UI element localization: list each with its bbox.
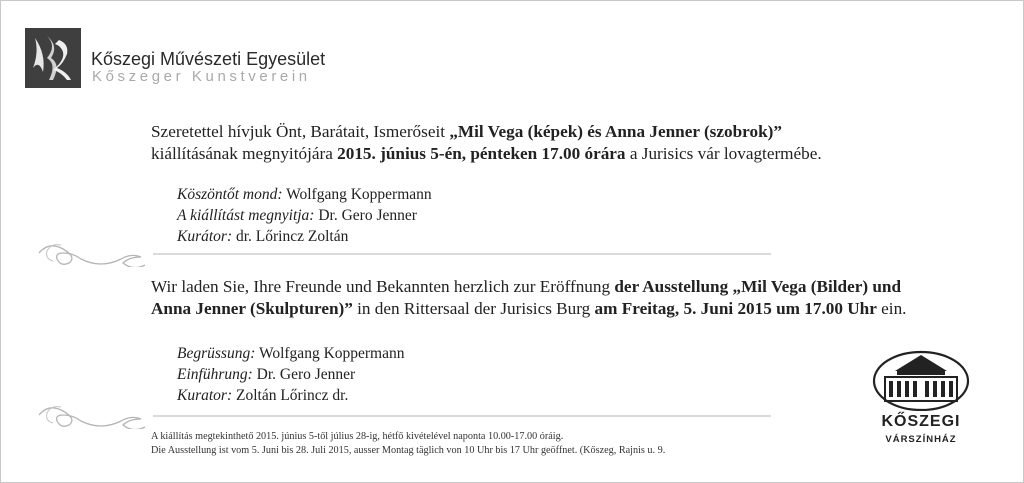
opening-hours-hu: A kiállítás megtekinthető 2015. június 5-től július 28-ig, hétfő kivételével naponta 10.00-17.00 óráig.: [151, 431, 564, 442]
role-person: Wolfgang Koppermann: [282, 186, 432, 203]
association-name-german: Kőszeger Kunstverein: [92, 68, 311, 85]
castle-theatre-logo-icon: [871, 347, 971, 411]
opening-date-de: am Freitag, 5. Juni 2015 um 17.00 Uhr: [594, 299, 877, 318]
role-person: Dr. Gero Jenner: [252, 366, 356, 383]
text-segment: a Jurisics vár lovagtermébe.: [625, 144, 822, 163]
role-person: Wolfgang Koppermann: [255, 345, 405, 362]
text-segment: kiállításának megnyitójára: [151, 144, 338, 163]
text-segment: Szeretettel hívjuk Önt, Barátait, Ismerőseit: [151, 122, 450, 141]
role-person: dr. Lőrincz Zoltán: [232, 228, 349, 245]
exhibition-title-de-cont: Anna Jenner (Skulpturen)”: [151, 299, 353, 318]
ornament-divider-icon: [33, 399, 773, 429]
exhibition-title-de: der Ausstellung „Mil Vega (Bilder) und: [614, 277, 902, 296]
association-logo-icon: [25, 28, 81, 88]
theatre-name: KŐSZEGI: [881, 413, 961, 430]
german-line-1: [151, 276, 906, 298]
role-person: Dr. Gero Jenner: [314, 207, 417, 224]
role-label: Kurator:: [177, 387, 233, 404]
role-label: Begrüssung:: [177, 345, 256, 362]
role-line: [177, 343, 405, 364]
opening-date-hu: 2015. június 5-én, pénteken 17.00 órára: [337, 144, 626, 163]
role-line: [177, 184, 432, 205]
hungarian-invitation: [151, 121, 822, 165]
role-label: A kiállítást megnyitja:: [177, 207, 315, 224]
ornament-divider-icon: [33, 237, 773, 267]
text-segment: in den Rittersaal der Jurisics Burg: [352, 299, 595, 318]
exhibition-title-hu: „Mil Vega (képek) és Anna Jenner (szobrok)”: [449, 122, 782, 141]
role-line: [177, 364, 405, 385]
text-segment: Wir laden Sie, Ihre Freunde und Bekannten herzlich zur Eröffnung: [151, 277, 615, 296]
opening-hours-de: Die Ausstellung ist vom 5. Juni bis 28. Juli 2015, ausser Montag täglich von 10 Uhr bis 17 Uhr geöffnet. (Kőszeg, Rajnis u. 9.: [151, 445, 666, 456]
role-person: Zoltán Lőrincz dr.: [232, 387, 349, 404]
role-label: Köszöntőt mond:: [177, 186, 283, 203]
german-roles: [177, 343, 405, 406]
theatre-subtitle: VÁRSZÍNHÁZ: [885, 434, 957, 445]
german-invitation: [151, 276, 906, 320]
role-label: Kurátor:: [177, 228, 233, 245]
hungarian-line-2: [151, 143, 822, 165]
role-line: [177, 205, 432, 226]
text-segment: ein.: [876, 299, 907, 318]
hungarian-line-1: [151, 121, 822, 143]
german-line-2: [151, 298, 906, 320]
role-label: Einführung:: [177, 366, 253, 383]
association-name: Kőszegi Művészeti Egyesület: [91, 49, 326, 69]
